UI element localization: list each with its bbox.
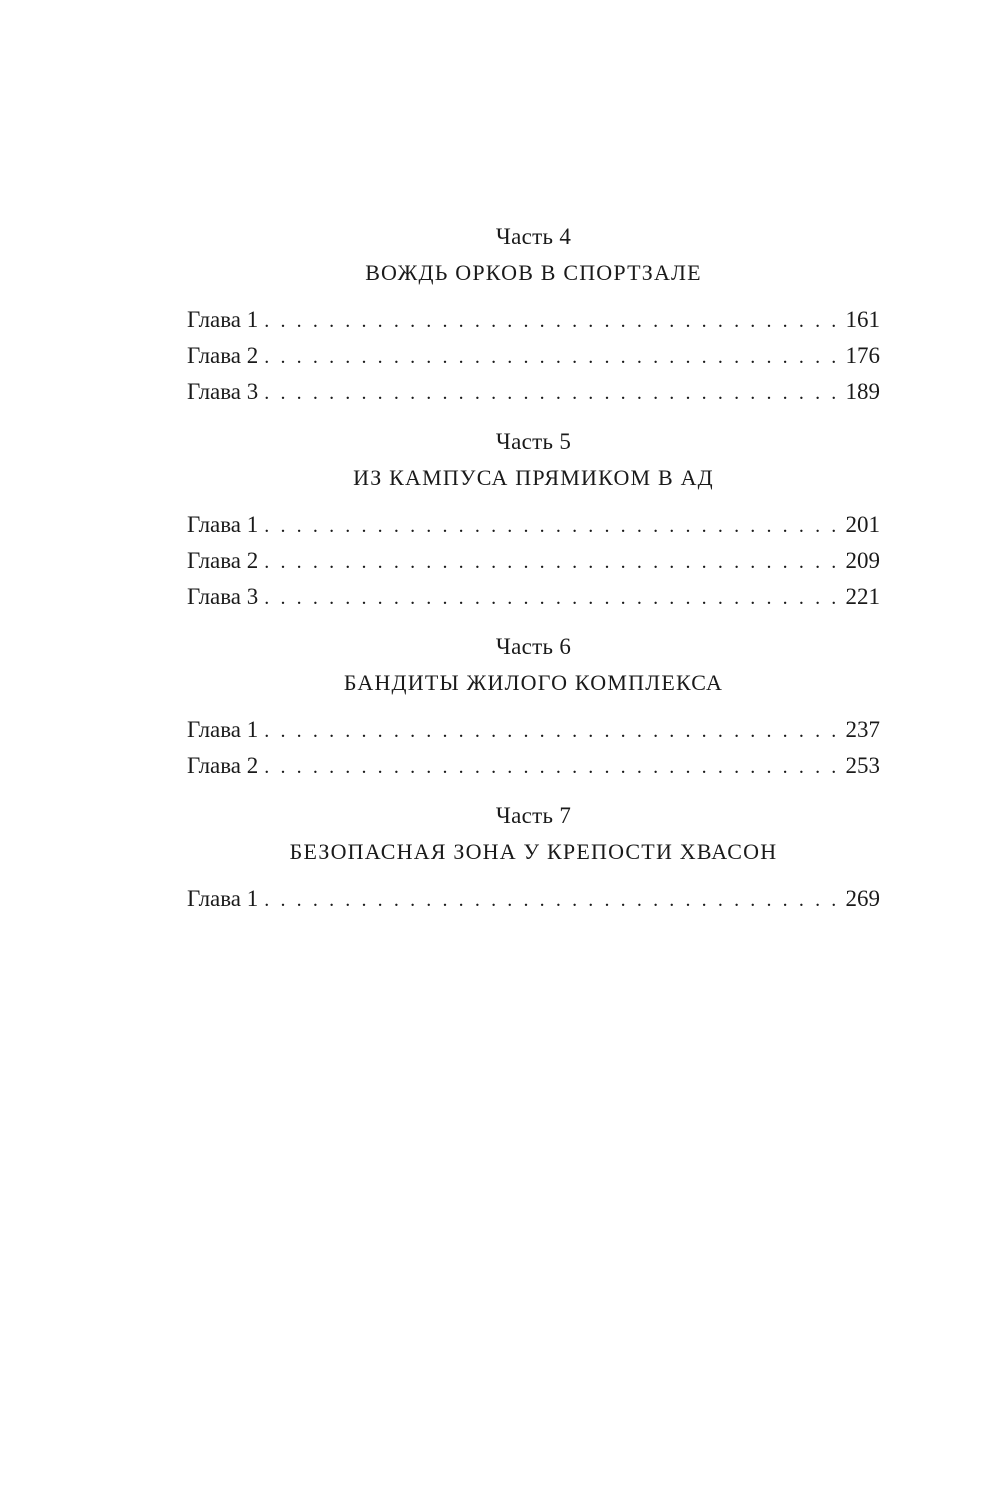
chapter-list [187, 712, 880, 784]
toc-part [187, 427, 880, 615]
dot-leader [264, 303, 841, 338]
toc-entry [187, 302, 880, 338]
dot-leader [264, 580, 841, 615]
part-number: Часть 5 [495, 429, 572, 454]
toc-entry [187, 579, 880, 615]
page-number: 253 [845, 753, 880, 778]
toc-entry [187, 712, 880, 748]
dot-leader [264, 882, 841, 917]
page-number: 237 [845, 717, 880, 742]
dot-leader [264, 749, 841, 784]
dot-leader [264, 544, 841, 579]
toc-entry [187, 748, 880, 784]
part-number: Часть 6 [495, 634, 572, 659]
toc-part [187, 632, 880, 784]
chapter-label: Глава 1 [187, 886, 259, 911]
chapter-label: Глава 3 [187, 379, 259, 404]
part-number: Часть 7 [495, 803, 572, 828]
page-number: 201 [845, 512, 880, 537]
toc-entry [187, 881, 880, 917]
dot-leader [264, 508, 841, 543]
chapter-label: Глава 1 [187, 512, 259, 537]
chapter-label: Глава 1 [187, 717, 259, 742]
chapter-label: Глава 2 [187, 548, 259, 573]
dot-leader [264, 339, 841, 374]
part-number: Часть 4 [495, 224, 572, 249]
toc-entry [187, 338, 880, 374]
chapter-list [187, 302, 880, 410]
page-number: 221 [845, 584, 880, 609]
page-number: 189 [845, 379, 880, 404]
part-title: БАНДИТЫ ЖИЛОГО КОМПЛЕКСА [343, 670, 724, 695]
toc-entry [187, 374, 880, 410]
part-title: БЕЗОПАСНАЯ ЗОНА У КРЕПОСТИ ХВАСОН [289, 839, 778, 864]
dot-leader [264, 375, 841, 410]
table-of-contents [187, 222, 880, 917]
page-number: 269 [845, 886, 880, 911]
part-title: ВОЖДЬ ОРКОВ В СПОРТЗАЛЕ [365, 260, 702, 285]
toc-part [187, 222, 880, 410]
page-number: 176 [845, 343, 880, 368]
part-title: ИЗ КАМПУСА ПРЯМИКОМ В АД [353, 465, 714, 490]
chapter-label: Глава 1 [187, 307, 259, 332]
toc-entry [187, 507, 880, 543]
toc-part [187, 801, 880, 917]
page-number: 161 [845, 307, 880, 332]
chapter-list [187, 507, 880, 615]
toc-entry [187, 543, 880, 579]
page-number: 209 [845, 548, 880, 573]
chapter-list [187, 881, 880, 917]
dot-leader [264, 713, 841, 748]
chapter-label: Глава 2 [187, 753, 259, 778]
chapter-label: Глава 2 [187, 343, 259, 368]
chapter-label: Глава 3 [187, 584, 259, 609]
